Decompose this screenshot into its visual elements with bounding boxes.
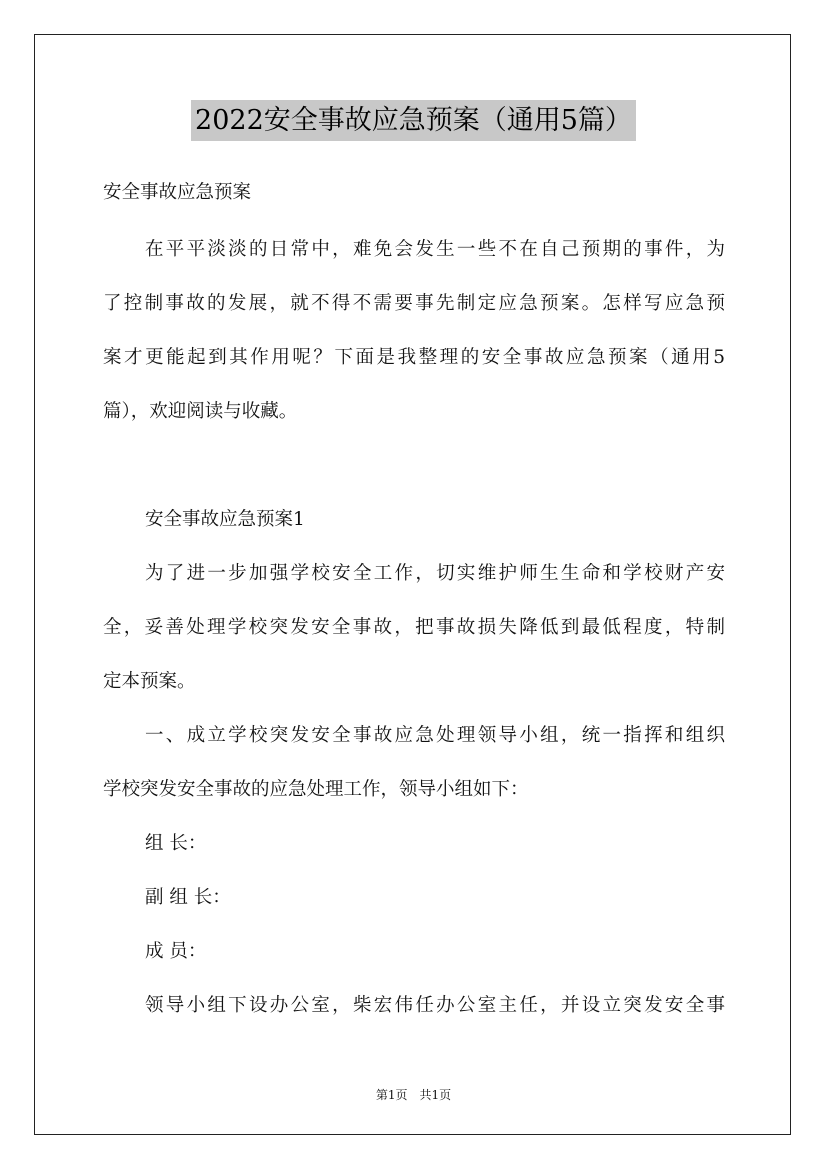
paragraph-line: 一、成立学校突发安全事故应急处理领导小组，统一指挥和组织	[145, 725, 725, 746]
paragraph-line: 了控制事故的发展，就不得不需要事先制定应急预案。怎样写应急预	[103, 293, 725, 314]
title-wrapper	[0, 100, 827, 141]
paragraph-line: 全，妥善处理学校突发安全事故，把事故损失降低到最低程度，特制	[103, 617, 725, 638]
section-heading: 安全事故应急预案	[103, 182, 252, 203]
document-title: 2022安全事故应急预案（通用5篇）	[191, 100, 636, 141]
paragraph-line: 为了进一步加强学校安全工作，切实维护师生生命和学校财产安	[145, 563, 725, 584]
leader-label: 组 长：	[145, 833, 207, 854]
page-footer: 第1页 共1页	[375, 1088, 452, 1102]
members-label: 成 员：	[145, 941, 207, 962]
paragraph-line: 案才更能起到其作用呢？下面是我整理的安全事故应急预案（通用5	[103, 347, 725, 368]
paragraph-line: 领导小组下设办公室，柴宏伟任办公室主任，并设立突发安全事	[145, 995, 725, 1016]
paragraph-line: 定本预案。	[103, 671, 196, 692]
subsection-heading: 安全事故应急预案1	[145, 509, 305, 530]
paragraph-line: 在平平淡淡的日常中，难免会发生一些不在自己预期的事件，为	[145, 239, 725, 260]
paragraph-line: 篇），欢迎阅读与收藏。	[103, 401, 298, 422]
deputy-leader-label: 副 组 长：	[145, 887, 231, 908]
paragraph-line: 学校突发安全事故的应急处理工作，领导小组如下：	[103, 779, 529, 800]
